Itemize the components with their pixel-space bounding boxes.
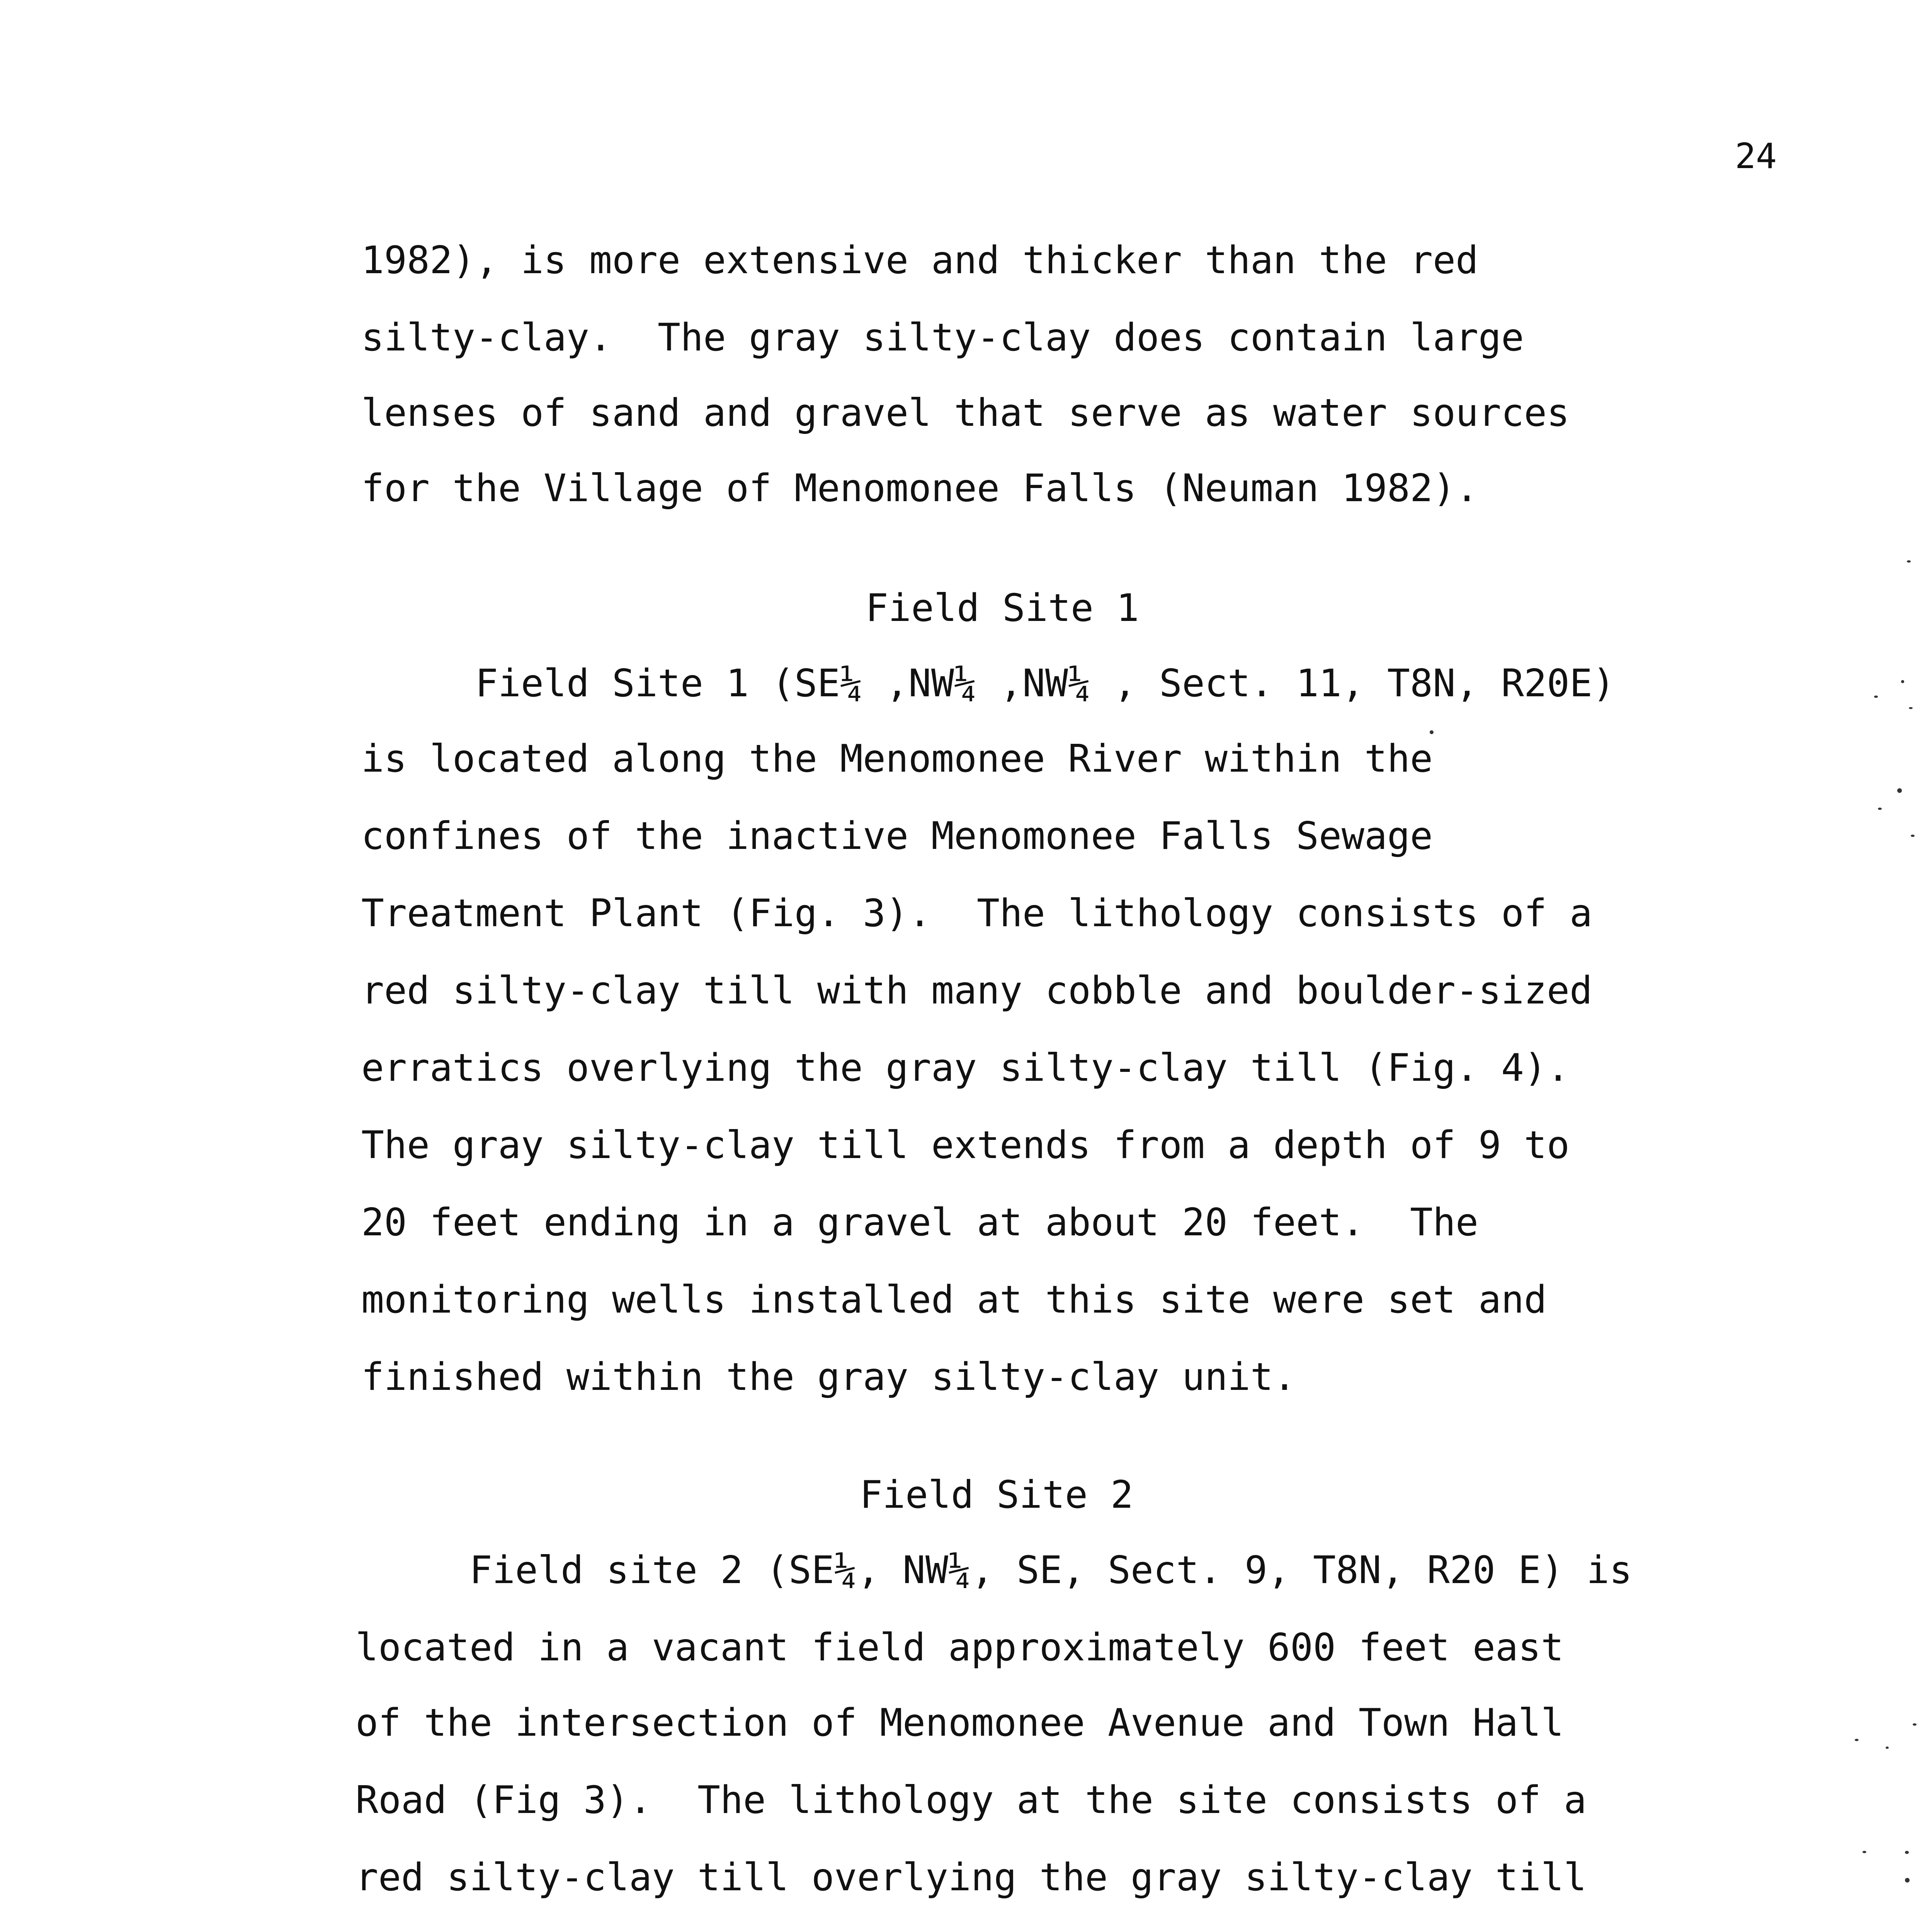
scan-speck [1855, 1739, 1859, 1741]
site2-line: of the intersection of Menomonee Avenue and Town Hall [355, 1701, 1564, 1745]
site1-line: The gray silty-clay till extends from a depth of 9 to [361, 1123, 1570, 1167]
site2-line: Road (Fig 3). The lithology at the site consists of a [355, 1778, 1587, 1822]
scan-speck [1905, 1851, 1909, 1854]
site2-line: Field site 2 (SE¼, NW¼, SE, Sect. 9, T8N, R20 E) is [355, 1548, 1633, 1592]
scan-speck [1913, 1723, 1917, 1726]
site2-line: located in a vacant field approximately 600 feet east [355, 1626, 1564, 1670]
scan-speck [1886, 1747, 1889, 1749]
section-heading-field-site-1: Field Site 1 [866, 586, 1139, 630]
site1-line: Field Site 1 (SE¼ ,NW¼ ,NW¼ , Sect. 11, T8N, R20E) [361, 662, 1616, 706]
scan-speck [1874, 696, 1878, 698]
scan-speck [1897, 788, 1902, 793]
scan-speck [1430, 730, 1434, 734]
intro-line: silty-clay. The gray silty-clay does contain large [361, 316, 1524, 360]
scan-speck [1901, 680, 1904, 683]
scan-speck [1905, 1878, 1910, 1883]
site1-line: monitoring wells installed at this site were set and [361, 1278, 1547, 1322]
intro-line: 1982), is more extensive and thicker than the red [361, 238, 1479, 282]
site2-line: red silty-clay till overlying the gray silty-clay till [355, 1855, 1587, 1900]
intro-line: lenses of sand and gravel that serve as water sources [361, 391, 1570, 435]
scan-speck [1862, 1851, 1866, 1853]
scan-speck [1909, 707, 1913, 709]
site1-line: red silty-clay till with many cobble and boulder-sized [361, 969, 1593, 1013]
site1-line: confines of the inactive Menomonee Falls Sewage [361, 814, 1433, 858]
section-heading-field-site-2: Field Site 2 [860, 1473, 1134, 1517]
site1-line: finished within the gray silty-clay unit. [361, 1355, 1296, 1399]
scan-speck [1911, 835, 1915, 837]
scan-speck [1907, 560, 1911, 563]
site1-line: is located along the Menomonee River within the [361, 737, 1433, 781]
site1-line: Treatment Plant (Fig. 3). The lithology consists of a [361, 891, 1593, 935]
intro-line: for the Village of Menomonee Falls (Neuman 1982). [361, 466, 1479, 510]
page-number: 24 [1735, 136, 1777, 177]
site1-line: erratics overlying the gray silty-clay till (Fig. 4). [361, 1046, 1570, 1090]
scan-speck [1878, 808, 1882, 810]
site1-line: 20 feet ending in a gravel at about 20 feet. The [361, 1201, 1479, 1245]
